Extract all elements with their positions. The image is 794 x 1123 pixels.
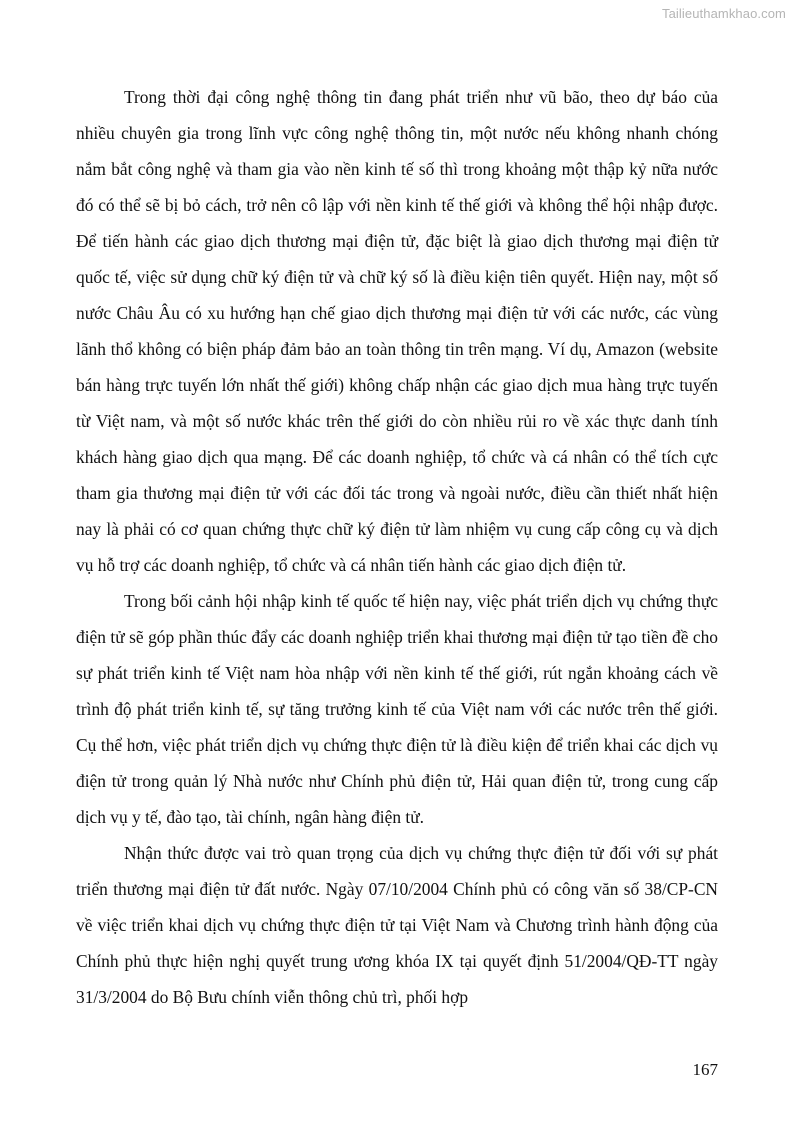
- document-body: [76, 79, 718, 1015]
- paragraph-3: Nhận thức được vai trò quan trọng của dịch vụ chứng thực điện tử đối với sự phát triển thương mại điện tử đất nước. Ngày 07/10/2004 Chính phủ có công văn số 38/CP-CN về việc triển khai dịch vụ chứng thực điện tử tại Việt Nam và Chương trình hành động của Chính phủ thực hiện nghị quyết trung ương khóa IX tại quyết định 51/2004/QĐ-TT ngày 31/3/2004 do Bộ Bưu chính viễn thông chủ trì, phối hợp: [76, 843, 718, 1007]
- paragraph-1: Trong thời đại công nghệ thông tin đang phát triển như vũ bão, theo dự báo của nhiều chuyên gia trong lĩnh vực công nghệ thông tin, một nước nếu không nhanh chóng nắm bắt công nghệ và tham gia vào nền kinh tế số thì trong khoảng một thập kỷ nữa nước đó có thể sẽ bị bỏ cách, trở nên cô lập với nền kinh tế thế giới và không thể hội nhập được. Để tiến hành các giao dịch thương mại điện tử, đặc biệt là giao dịch thương mại điện tử quốc tế, việc sử dụng chữ ký điện tử và chữ ký số là điều kiện tiên quyết. Hiện nay, một số nước Châu Âu có xu hướng hạn chế giao dịch thương mại điện tử với các nước, các vùng lãnh thổ không có biện pháp đảm bảo an toàn thông tin trên mạng. Ví dụ, Amazon (website bán hàng trực tuyến lớn nhất thế giới) không chấp nhận các giao dịch mua hàng trực tuyến từ Việt nam, và một số nước khác trên thế giới do còn nhiều rủi ro về xác thực danh tính khách hàng giao dịch qua mạng. Để các doanh nghiệp, tổ chức và cá nhân có thể tích cực tham gia thương mại điện tử với các đối tác trong và ngoài nước, điều cần thiết nhất hiện nay là phải có cơ quan chứng thực chữ ký điện tử làm nhiệm vụ cung cấp công cụ và dịch vụ hỗ trợ các doanh nghiệp, tổ chức và cá nhân tiến hành các giao dịch điện tử.: [76, 87, 718, 575]
- watermark: Tailieuthamkhao.com: [661, 6, 786, 21]
- page-number: 167: [692, 1060, 718, 1079]
- paragraph-2: Trong bối cảnh hội nhập kinh tế quốc tế hiện nay, việc phát triển dịch vụ chứng thực điện tử sẽ góp phần thúc đẩy các doanh nghiệp triển khai thương mại điện tử tạo tiền đề cho sự phát triển kinh tế Việt nam hòa nhập với nền kinh tế thế giới, rút ngắn khoảng cách về trình độ phát triển kinh tế, sự tăng trưởng kinh tế của Việt nam với các nước trên thế giới. Cụ thể hơn, việc phát triển dịch vụ chứng thực điện tử là điều kiện để triển khai các dịch vụ điện tử trong quản lý Nhà nước như Chính phủ điện tử, Hải quan điện tử, trong cung cấp dịch vụ y tế, đào tạo, tài chính, ngân hàng điện tử.: [76, 591, 718, 827]
